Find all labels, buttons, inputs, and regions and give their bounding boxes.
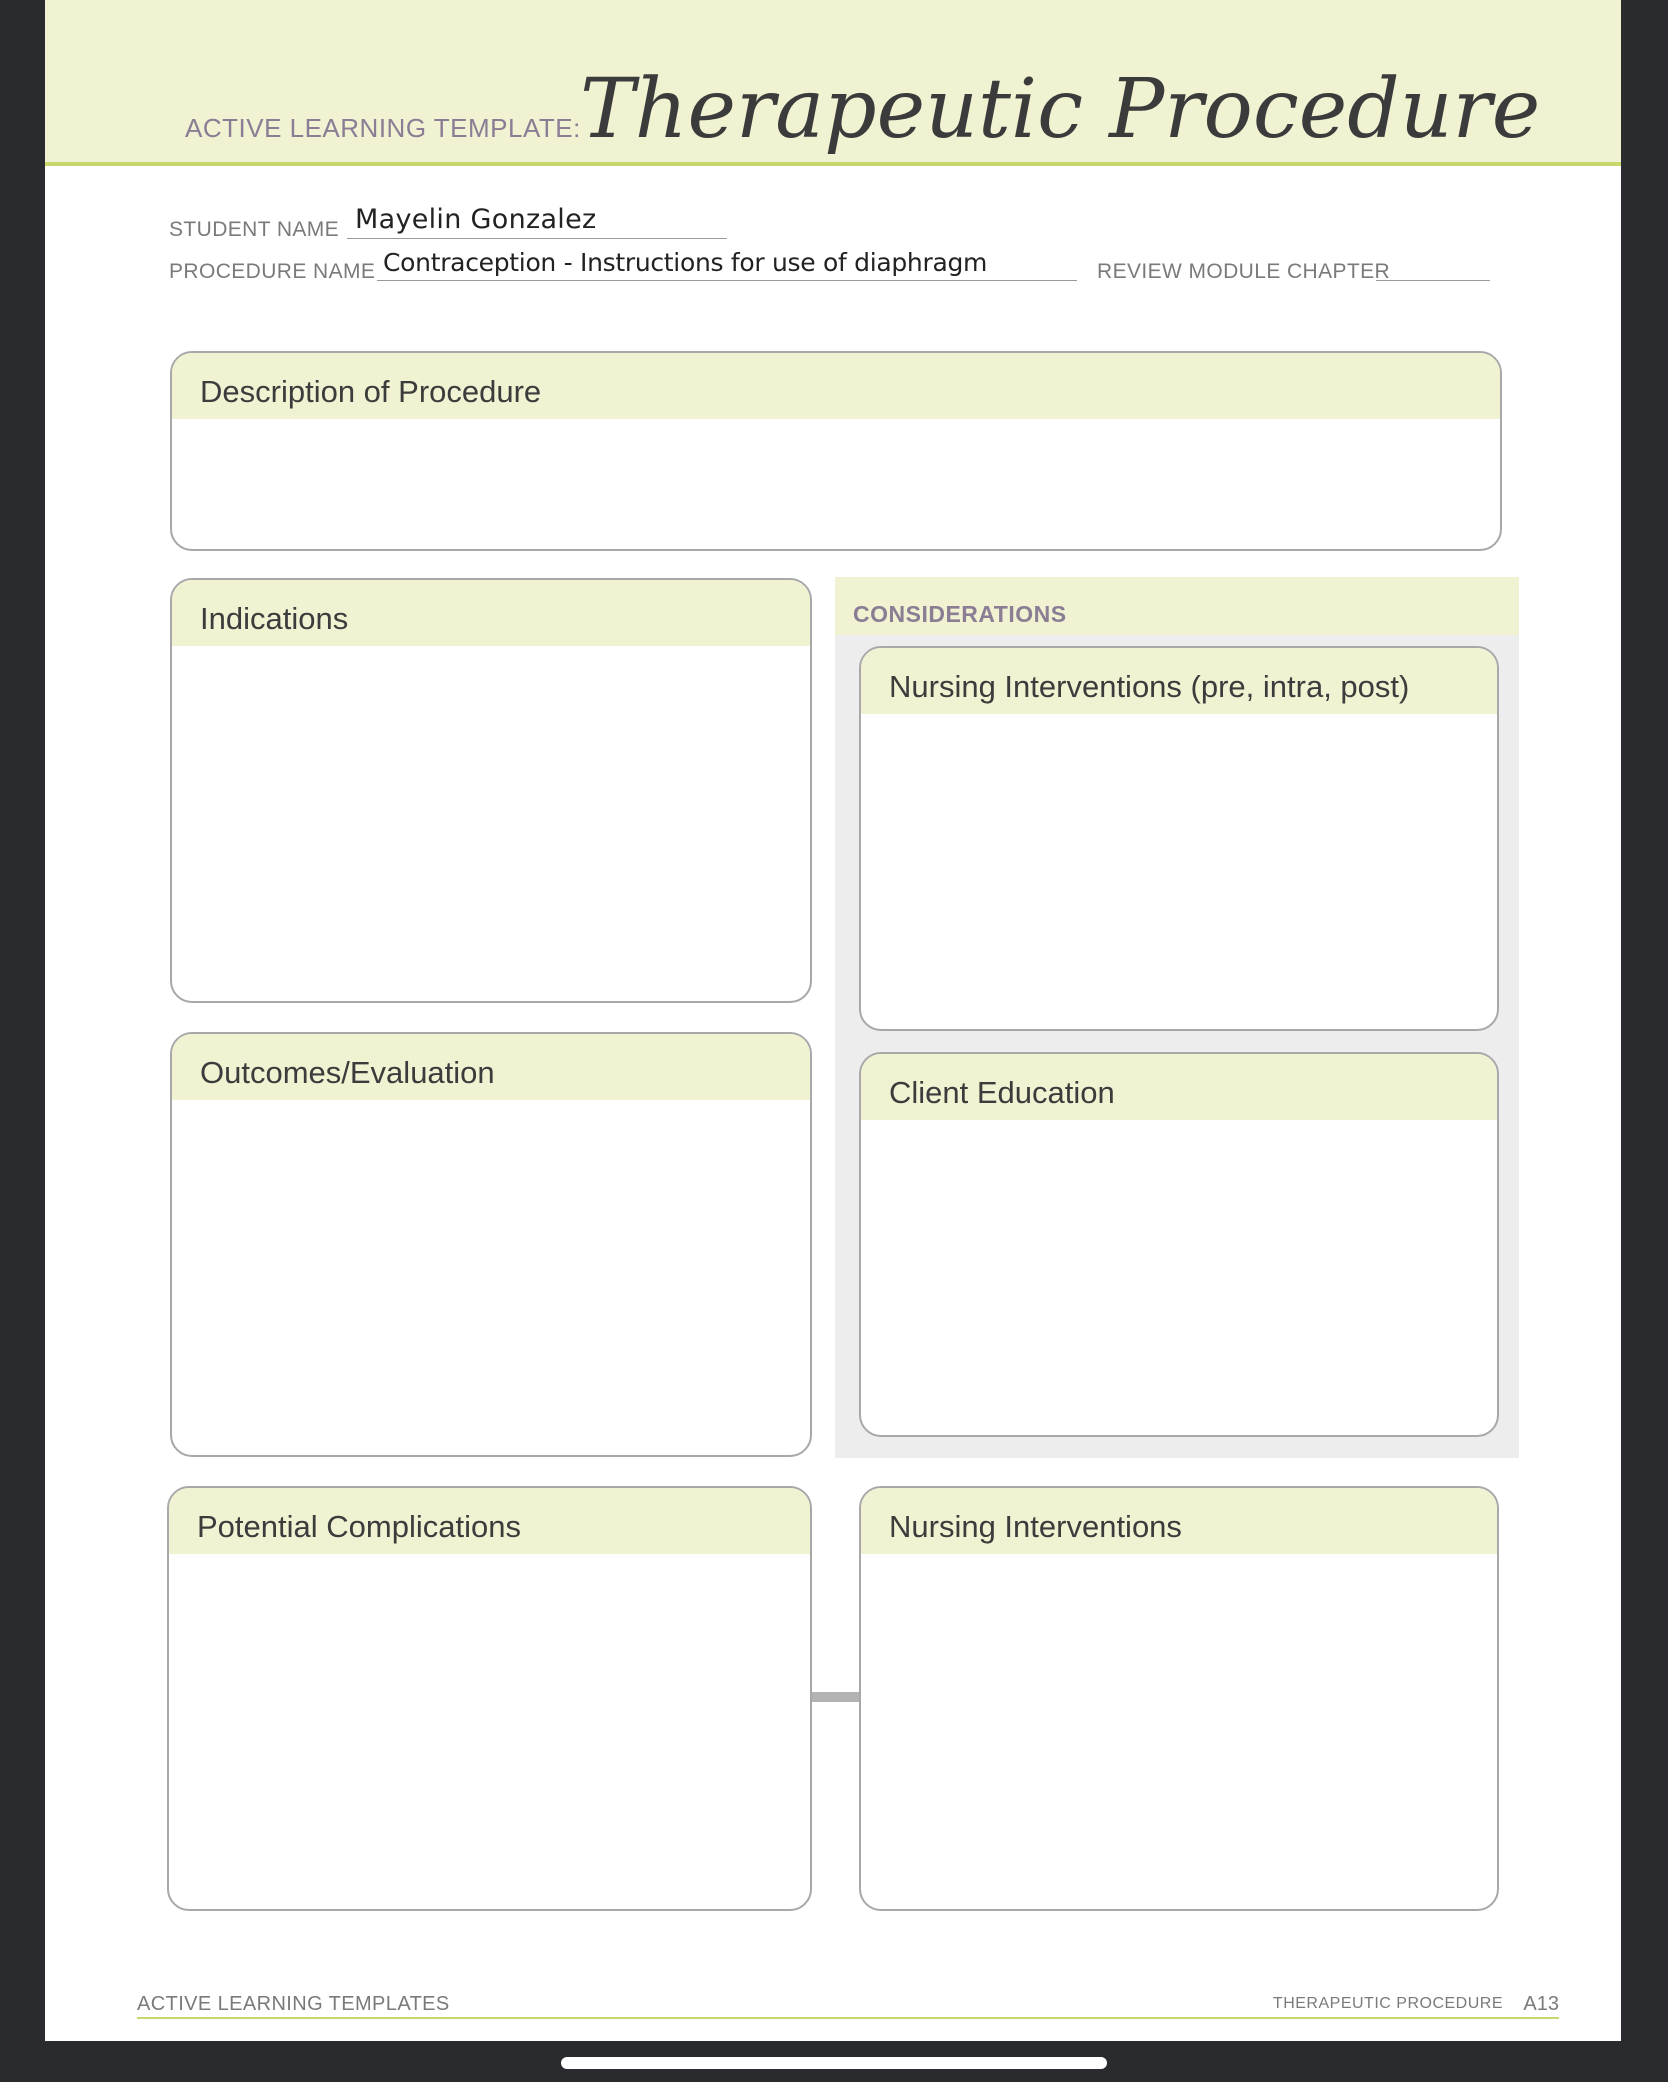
worksheet-page [45, 0, 1621, 2041]
footer-rule [137, 2017, 1559, 2019]
client-education-heading: Client Education [861, 1054, 1497, 1120]
student-name-label: STUDENT NAME [169, 218, 340, 241]
footer-right-label: THERAPEUTIC PROCEDURE [1272, 1995, 1503, 2012]
footer-page-number: A13 [1523, 1993, 1559, 2015]
header-band [45, 0, 1621, 166]
potential-complications-heading: Potential Complications [169, 1488, 810, 1554]
considerations-header [835, 577, 1519, 635]
nursing-interventions-heading: Nursing Interventions [861, 1488, 1497, 1554]
page-title: Therapeutic Procedure [580, 62, 1541, 157]
review-module-label: REVIEW MODULE CHAPTER [1097, 260, 1391, 283]
description-box[interactable] [170, 351, 1502, 551]
nursing-interventions-pip-heading: Nursing Interventions (pre, intra, post) [861, 648, 1497, 714]
template-label: ACTIVE LEARNING TEMPLATE: [185, 113, 581, 143]
outcomes-box[interactable] [170, 1032, 812, 1457]
indications-heading: Indications [172, 580, 810, 646]
description-heading: Description of Procedure [172, 353, 1500, 419]
indications-box[interactable] [170, 578, 812, 1003]
procedure-name-label: PROCEDURE NAME [169, 260, 376, 283]
connector-bar [812, 1692, 860, 1702]
footer-left-label: ACTIVE LEARNING TEMPLATES [137, 1993, 450, 2015]
nursing-interventions-pip-box[interactable] [859, 646, 1499, 1031]
review-module-line[interactable] [1376, 248, 1490, 281]
student-name-value[interactable]: Mayelin Gonzalez [355, 204, 597, 235]
potential-complications-box[interactable] [167, 1486, 812, 1911]
considerations-label: CONSIDERATIONS [853, 601, 1067, 627]
outcomes-heading: Outcomes/Evaluation [172, 1034, 810, 1100]
procedure-name-value[interactable]: Contraception - Instructions for use of diaphragm [383, 248, 988, 277]
home-indicator[interactable] [561, 2057, 1107, 2069]
nursing-interventions-box[interactable] [859, 1486, 1499, 1911]
client-education-box[interactable] [859, 1052, 1499, 1437]
